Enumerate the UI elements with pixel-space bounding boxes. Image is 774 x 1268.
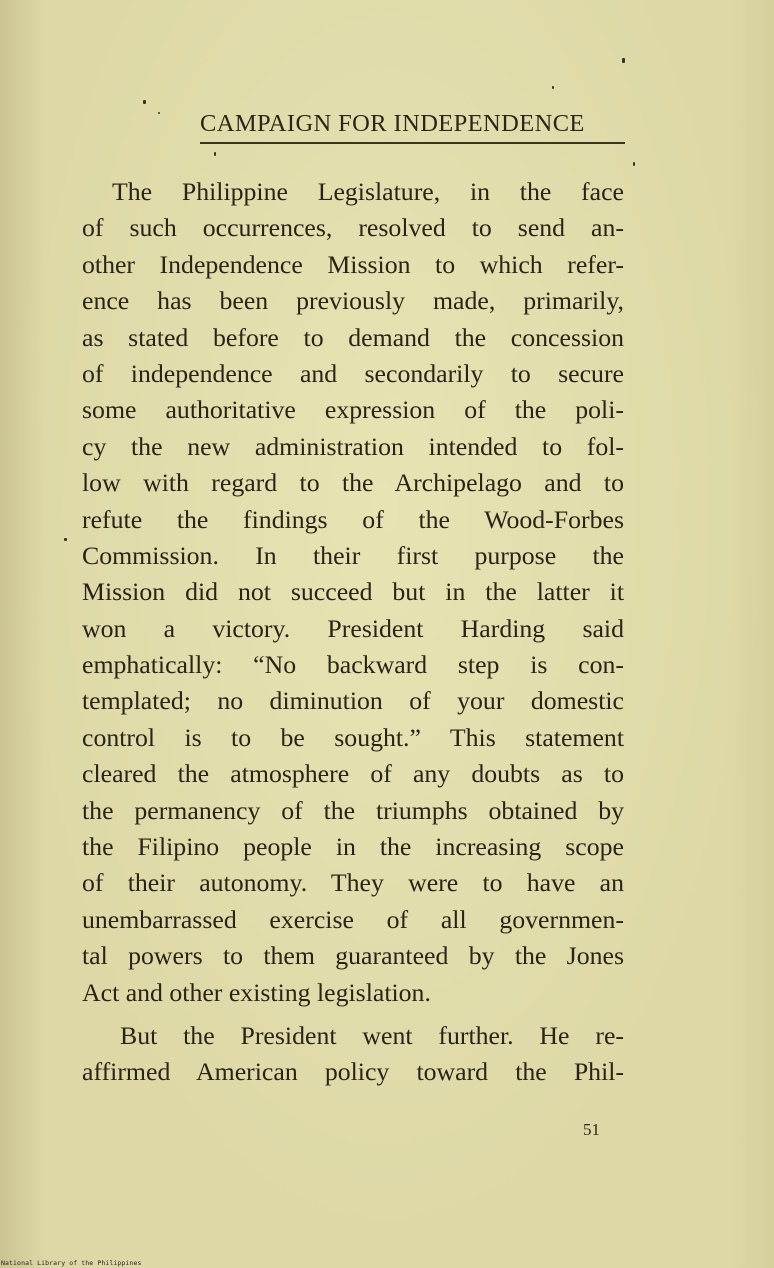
text-line: won a victory. President Harding said — [82, 613, 624, 643]
body-text — [82, 174, 624, 1091]
text-line: some authoritative expression of the poli- — [82, 395, 624, 425]
text-line: The Philippine Legislature, in the face — [112, 177, 624, 206]
text-line: refute the findings of the Wood-Forbes — [82, 504, 624, 534]
print-speck — [552, 86, 554, 89]
text-line: cleared the atmosphere of any doubts as to — [82, 759, 624, 789]
print-speck — [143, 100, 146, 104]
print-speck — [64, 538, 67, 541]
text-line: But the President went further. He re- — [120, 1020, 624, 1050]
text-line: of such occurrences, resolved to send an- — [82, 213, 624, 243]
page-number: 51 — [583, 1120, 600, 1139]
text-line: unembarrassed exercise of all governmen- — [82, 904, 624, 934]
running-head: CAMPAIGN FOR INDEPENDENCE — [200, 110, 585, 137]
text-line: the permanency of the triumphs obtained by — [82, 795, 624, 825]
text-line: control is to be sought.” This statement — [82, 722, 624, 752]
text-line: tal powers to them guaranteed by the Jones — [82, 941, 624, 971]
text-line: of independence and secondarily to secure — [82, 358, 624, 388]
header-rule — [200, 142, 625, 144]
text-line: of their autonomy. They were to have an — [82, 868, 624, 898]
text-line: ence has been previously made, primarily, — [82, 286, 624, 316]
text-line: Mission did not succeed but in the latter it — [82, 577, 624, 607]
print-speck — [622, 58, 625, 63]
library-credit: National Library of the Philippines — [1, 1259, 142, 1267]
print-speck — [214, 152, 216, 156]
text-line: templated; no diminution of your domestic — [82, 686, 624, 716]
text-line: Act and other existing legislation. — [82, 977, 431, 1007]
text-line: Commission. In their first purpose the — [82, 540, 624, 570]
text-line: other Independence Mission to which refer- — [82, 249, 624, 279]
text-line: affirmed American policy toward the Phil- — [82, 1057, 624, 1087]
print-speck — [158, 112, 160, 114]
print-speck — [633, 162, 635, 166]
text-line: low with regard to the Archipelago and to — [82, 468, 624, 498]
text-line: the Filipino people in the increasing scope — [82, 832, 624, 862]
paragraph-gap — [82, 1011, 624, 1018]
text-line: as stated before to demand the concession — [82, 322, 624, 352]
text-line: cy the new administration intended to fol- — [82, 431, 624, 461]
text-line: emphatically: “No backward step is con- — [82, 650, 624, 680]
